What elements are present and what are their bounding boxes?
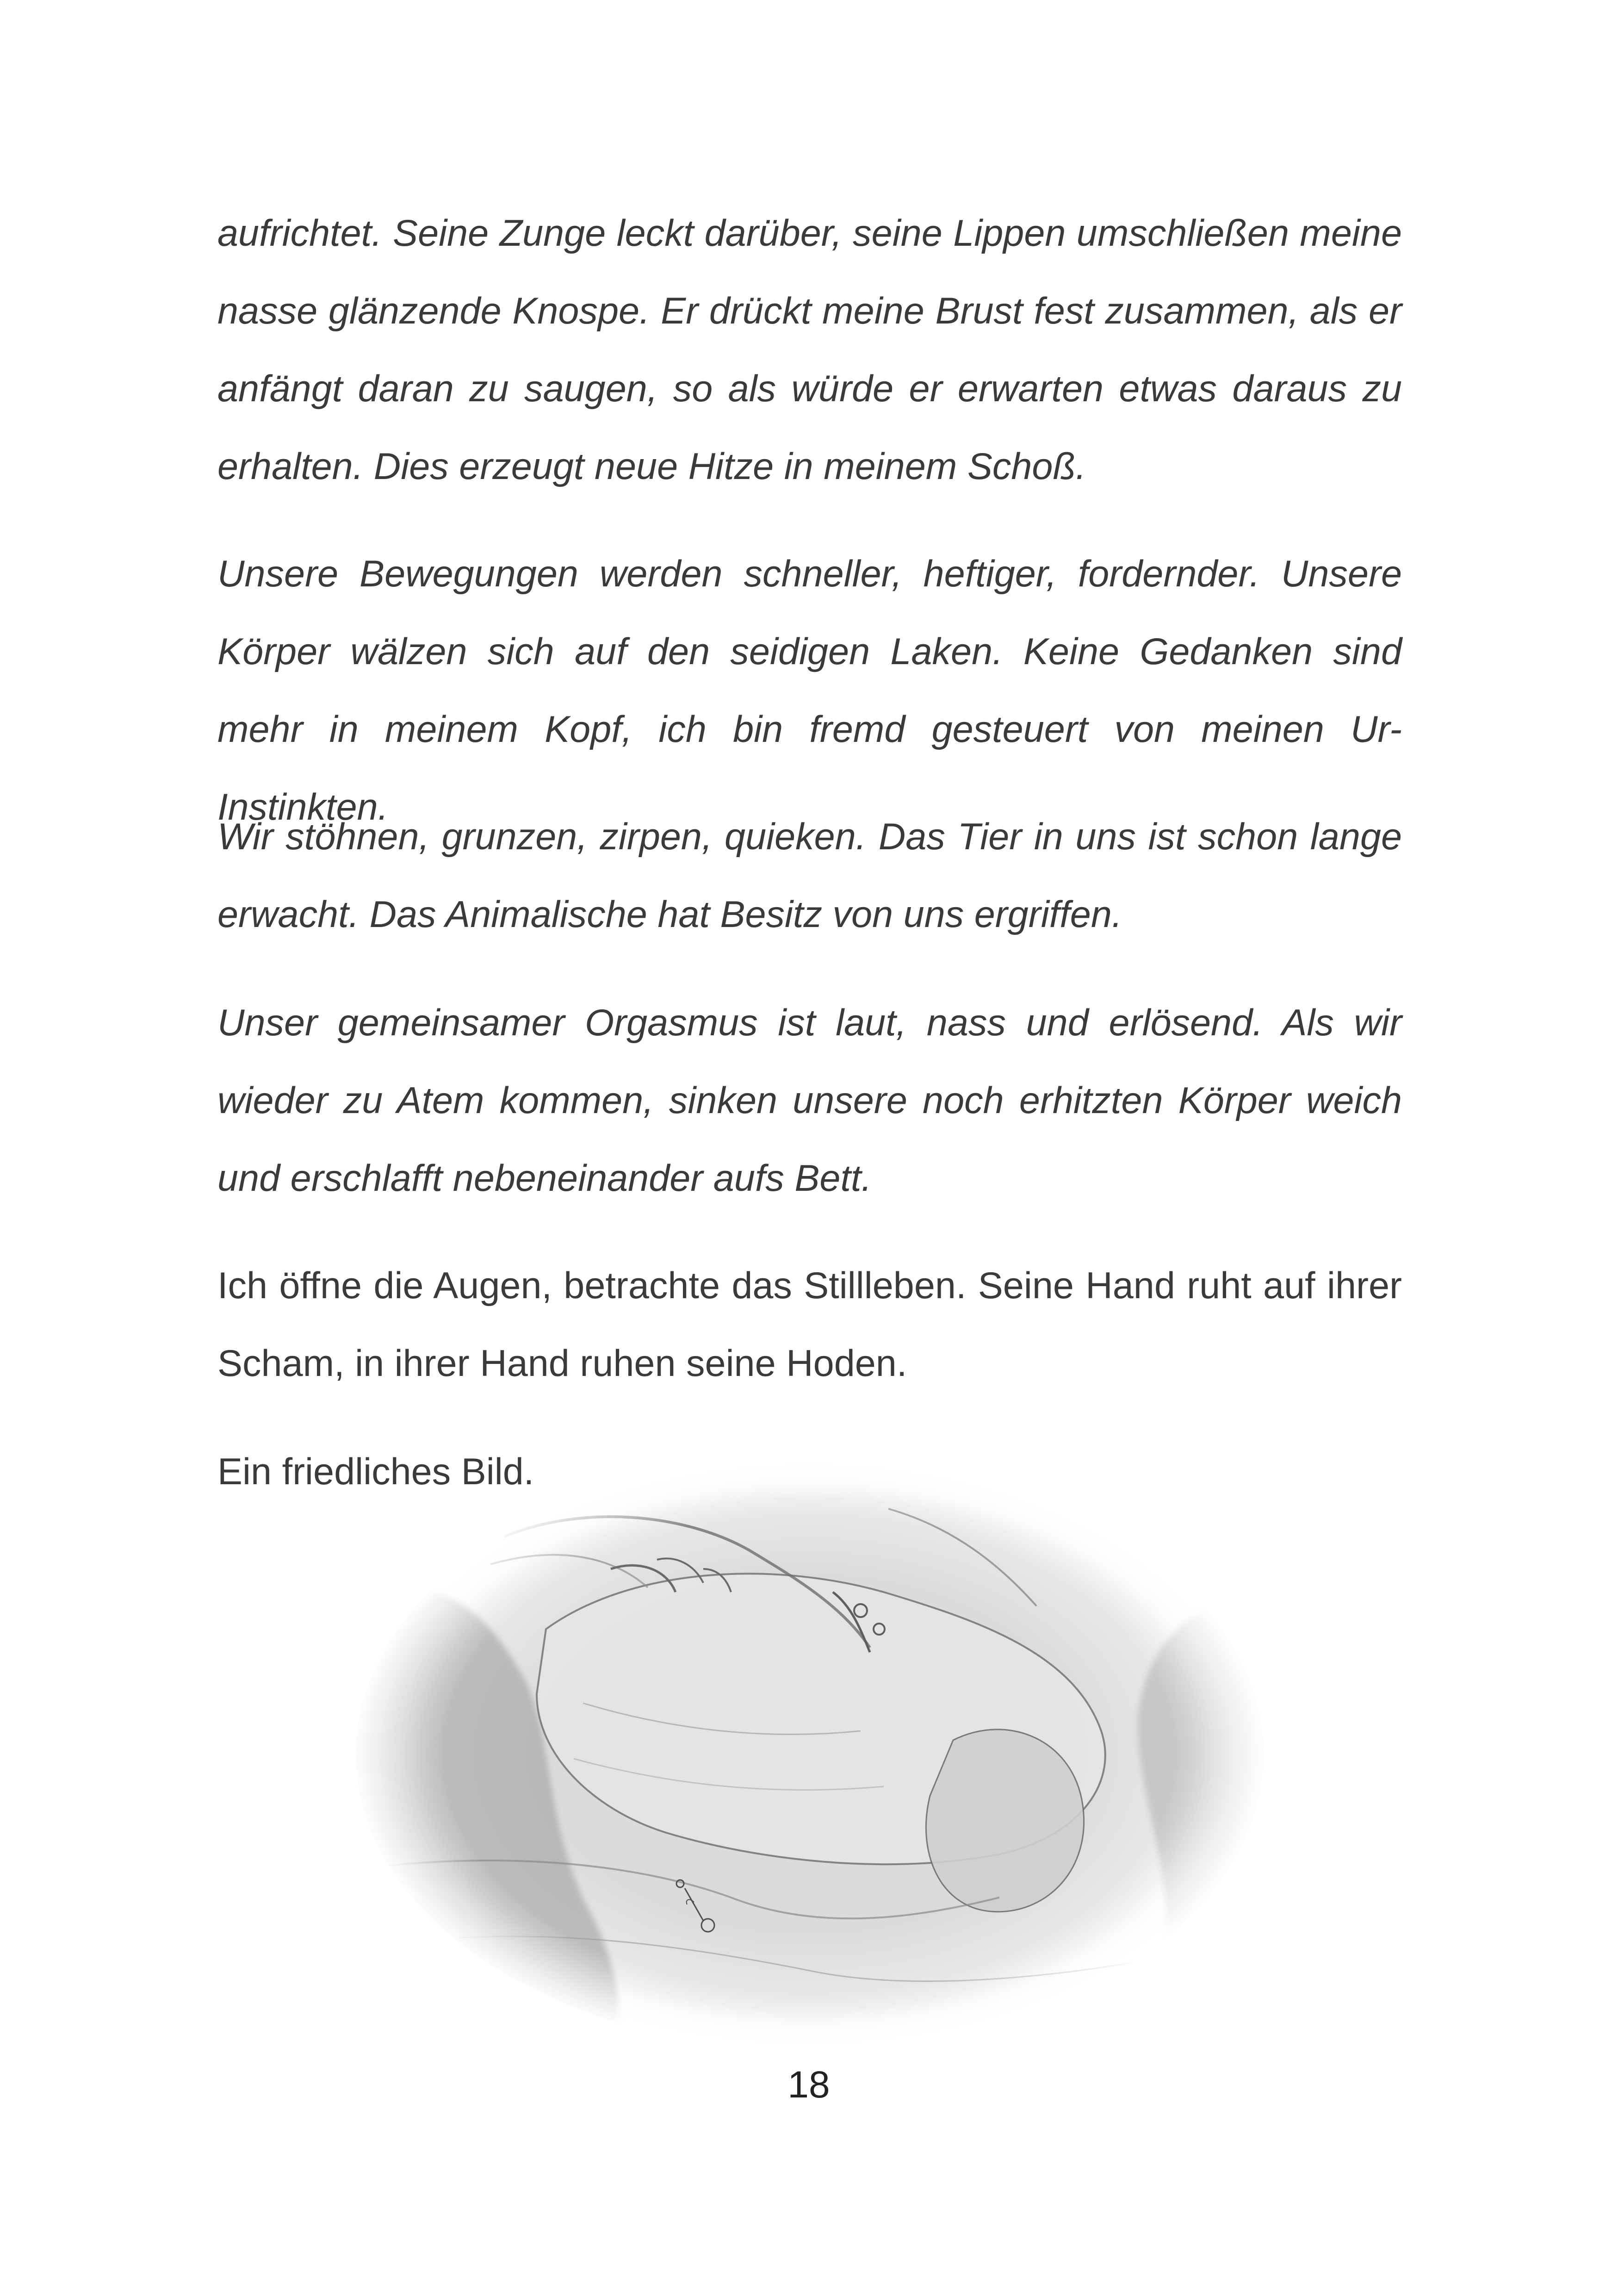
pencil-sketch-illustration	[352, 1453, 1268, 2055]
paragraph-5: Ich öffne die Augen, betrachte das Stillleben. Seine Hand ruht auf ihrer Scham, in ihrer Hand ruhen seine Hoden.	[217, 1265, 1402, 1384]
paragraph-1: aufrichtet. Seine Zunge leckt darüber, seine Lippen umschließen meine nasse glänzende Knospe. Er drückt meine Brust fest zusammen, als er anfängt daran zu saugen, so als würde er erwarten etwas daraus zu erhalten. Dies erzeugt neue Hitze in meinem Schoß.	[217, 212, 1402, 487]
page-number: 18	[787, 2064, 830, 2106]
paragraph-6: Ein friedliches Bild.	[217, 1451, 534, 1493]
sketch-svg	[352, 1453, 1268, 2055]
paragraph-4: Unser gemeinsamer Orgasmus ist laut, nass und erlösend. Als wir wieder zu Atem kommen, sinken unsere noch erhitzten Körper weich und erschlafft nebeneinander aufs Bett.	[217, 1002, 1402, 1199]
paragraph-3: Wir stöhnen, grunzen, zirpen, quieken. Das Tier in uns ist schon lange erwacht. Das Animalische hat Besitz von uns ergriffen.	[217, 816, 1402, 935]
paragraph-2: Unsere Bewegungen werden schneller, heftiger, fordernder. Unsere Körper wälzen sich auf den seidigen Laken. Keine Gedanken sind mehr in meinem Kopf, ich bin fremd gesteuert von meinen Ur-Instinkten.	[217, 553, 1402, 828]
